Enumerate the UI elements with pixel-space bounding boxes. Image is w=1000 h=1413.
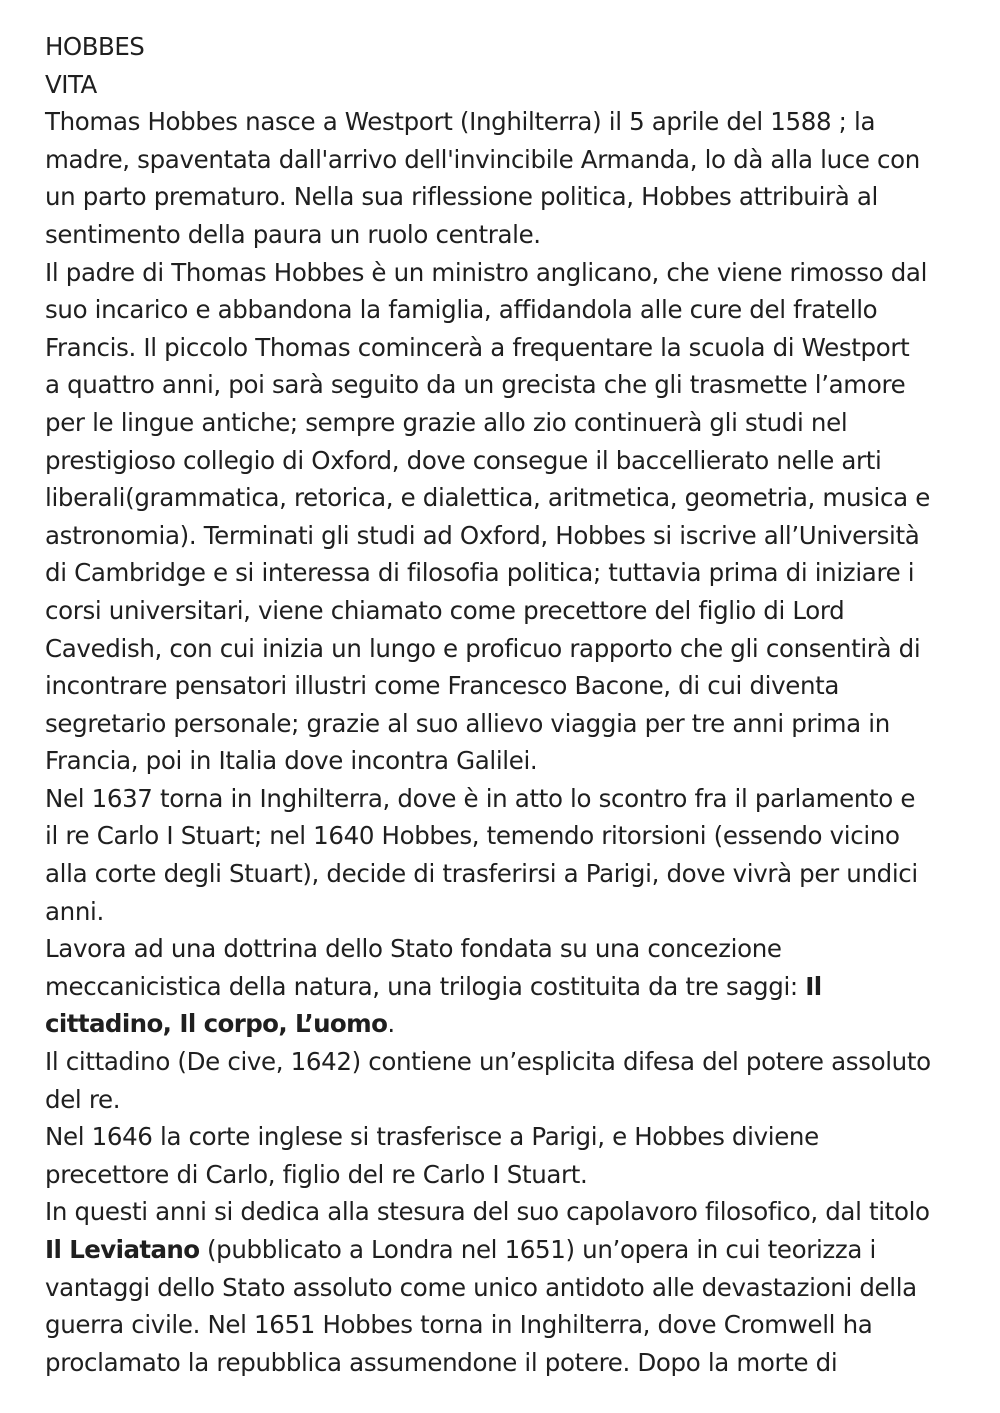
leviatano-rest: (pubblicato a Londra nel 1651) un’opera in cui teorizza i [199,1235,876,1264]
paragraph-block-c [45,1269,950,1382]
text-line: guerra civile. Nel 1651 Hobbes torna in Inghilterra, dove Cromwell ha [45,1310,873,1340]
text-line: precettore di Carlo, figlio del re Carlo I Stuart. [45,1159,588,1189]
text-line: un parto prematuro. Nella sua riflessione politica, Hobbes attribuirà al [45,182,878,212]
text-line: liberali(grammatica, retorica, e dialettica, aritmetica, geometria, musica e [45,483,930,513]
text-line: proclamato la repubblica assumendone il potere. Dopo la morte di [45,1347,838,1377]
text-line: il re Carlo I Stuart; nel 1640 Hobbes, temendo ritorsioni (essendo vicino [45,821,900,851]
text-line: Francis. Il piccolo Thomas comincerà a frequentare la scuola di Westport [45,332,910,362]
trilogy-prefix: meccanicistica della natura, una trilogia costituita da tre saggi: [45,971,806,1001]
text-line: astronomia). Terminati gli studi ad Oxford, Hobbes si iscrive all’Università [45,520,920,550]
paragraph-block-b [45,1043,950,1231]
trilogy-end-punct: . [387,1009,395,1039]
text-line: prestigioso collegio di Oxford, dove consegue il baccellierato nelle arti [45,445,882,475]
text-line: incontrare pensatori illustri come Francesco Bacone, di cui diventa [45,671,840,701]
trilogy-bold-start: Il [805,971,822,1001]
text-line: del re. [45,1084,121,1114]
text-line: vantaggi dello Stato assoluto come unico antidoto alle devastazioni della [45,1272,917,1302]
paragraph-block-a [45,103,950,968]
text-line: Il cittadino (De cive, 1642) contiene un’esplicita difesa del potere assoluto [45,1047,931,1077]
text-line: a quattro anni, poi sarà seguito da un grecista che gli trasmette l’amore [45,370,906,400]
text-line: corsi universitari, viene chiamato come precettore del figlio di Lord [45,595,845,625]
text-line: Francia, poi in Italia dove incontra Galilei. [45,746,538,776]
text-line: sentimento della paura un ruolo centrale. [45,219,541,249]
trilogy-line [45,968,950,1006]
text-line: madre, spaventata dall'arrivo dell'invincibile Armanda, lo dà alla luce con [45,144,920,174]
text-line: Thomas Hobbes nasce a Westport (Inghilterra) il 5 aprile del 1588 ; la [45,107,876,137]
text-line: In questi anni si dedica alla stesura del suo capolavoro filosofico, dal titolo [45,1197,930,1227]
section-heading: VITA [45,69,97,99]
text-line: Il padre di Thomas Hobbes è un ministro anglicano, che viene rimosso dal [45,257,928,287]
text-line: Lavora ad una dottrina dello Stato fondata su una concezione [45,934,782,964]
text-line: Nel 1637 torna in Inghilterra, dove è in atto lo scontro fra il parlamento e [45,783,916,813]
text-line: suo incarico e abbandona la famiglia, affidandola alle cure del fratello [45,295,878,325]
leviatano-title: Il Leviatano [45,1235,200,1264]
text-line: Cavedish, con cui inizia un lungo e proficuo rapporto che gli consentirà di [45,633,921,663]
trilogy-titles-line [45,1005,950,1043]
text-line: segretario personale; grazie al suo allievo viaggia per tre anni prima in [45,708,890,738]
trilogy-bold-titles: cittadino, Il corpo, L’uomo [45,1009,388,1039]
text-line: anni. [45,896,104,926]
text-line: alla corte degli Stuart), decide di trasferirsi a Parigi, dove vivrà per undici [45,859,918,889]
text-line: Nel 1646 la corte inglese si trasferisce a Parigi, e Hobbes diviene [45,1122,819,1152]
document-title: HOBBES [45,32,145,61]
text-line: per le lingue antiche; sempre grazie allo zio continuerà gli studi nel [45,407,848,437]
text-line: di Cambridge e si interessa di filosofia politica; tuttavia prima di iniziare i [45,558,915,588]
leviatano-line [45,1231,950,1269]
